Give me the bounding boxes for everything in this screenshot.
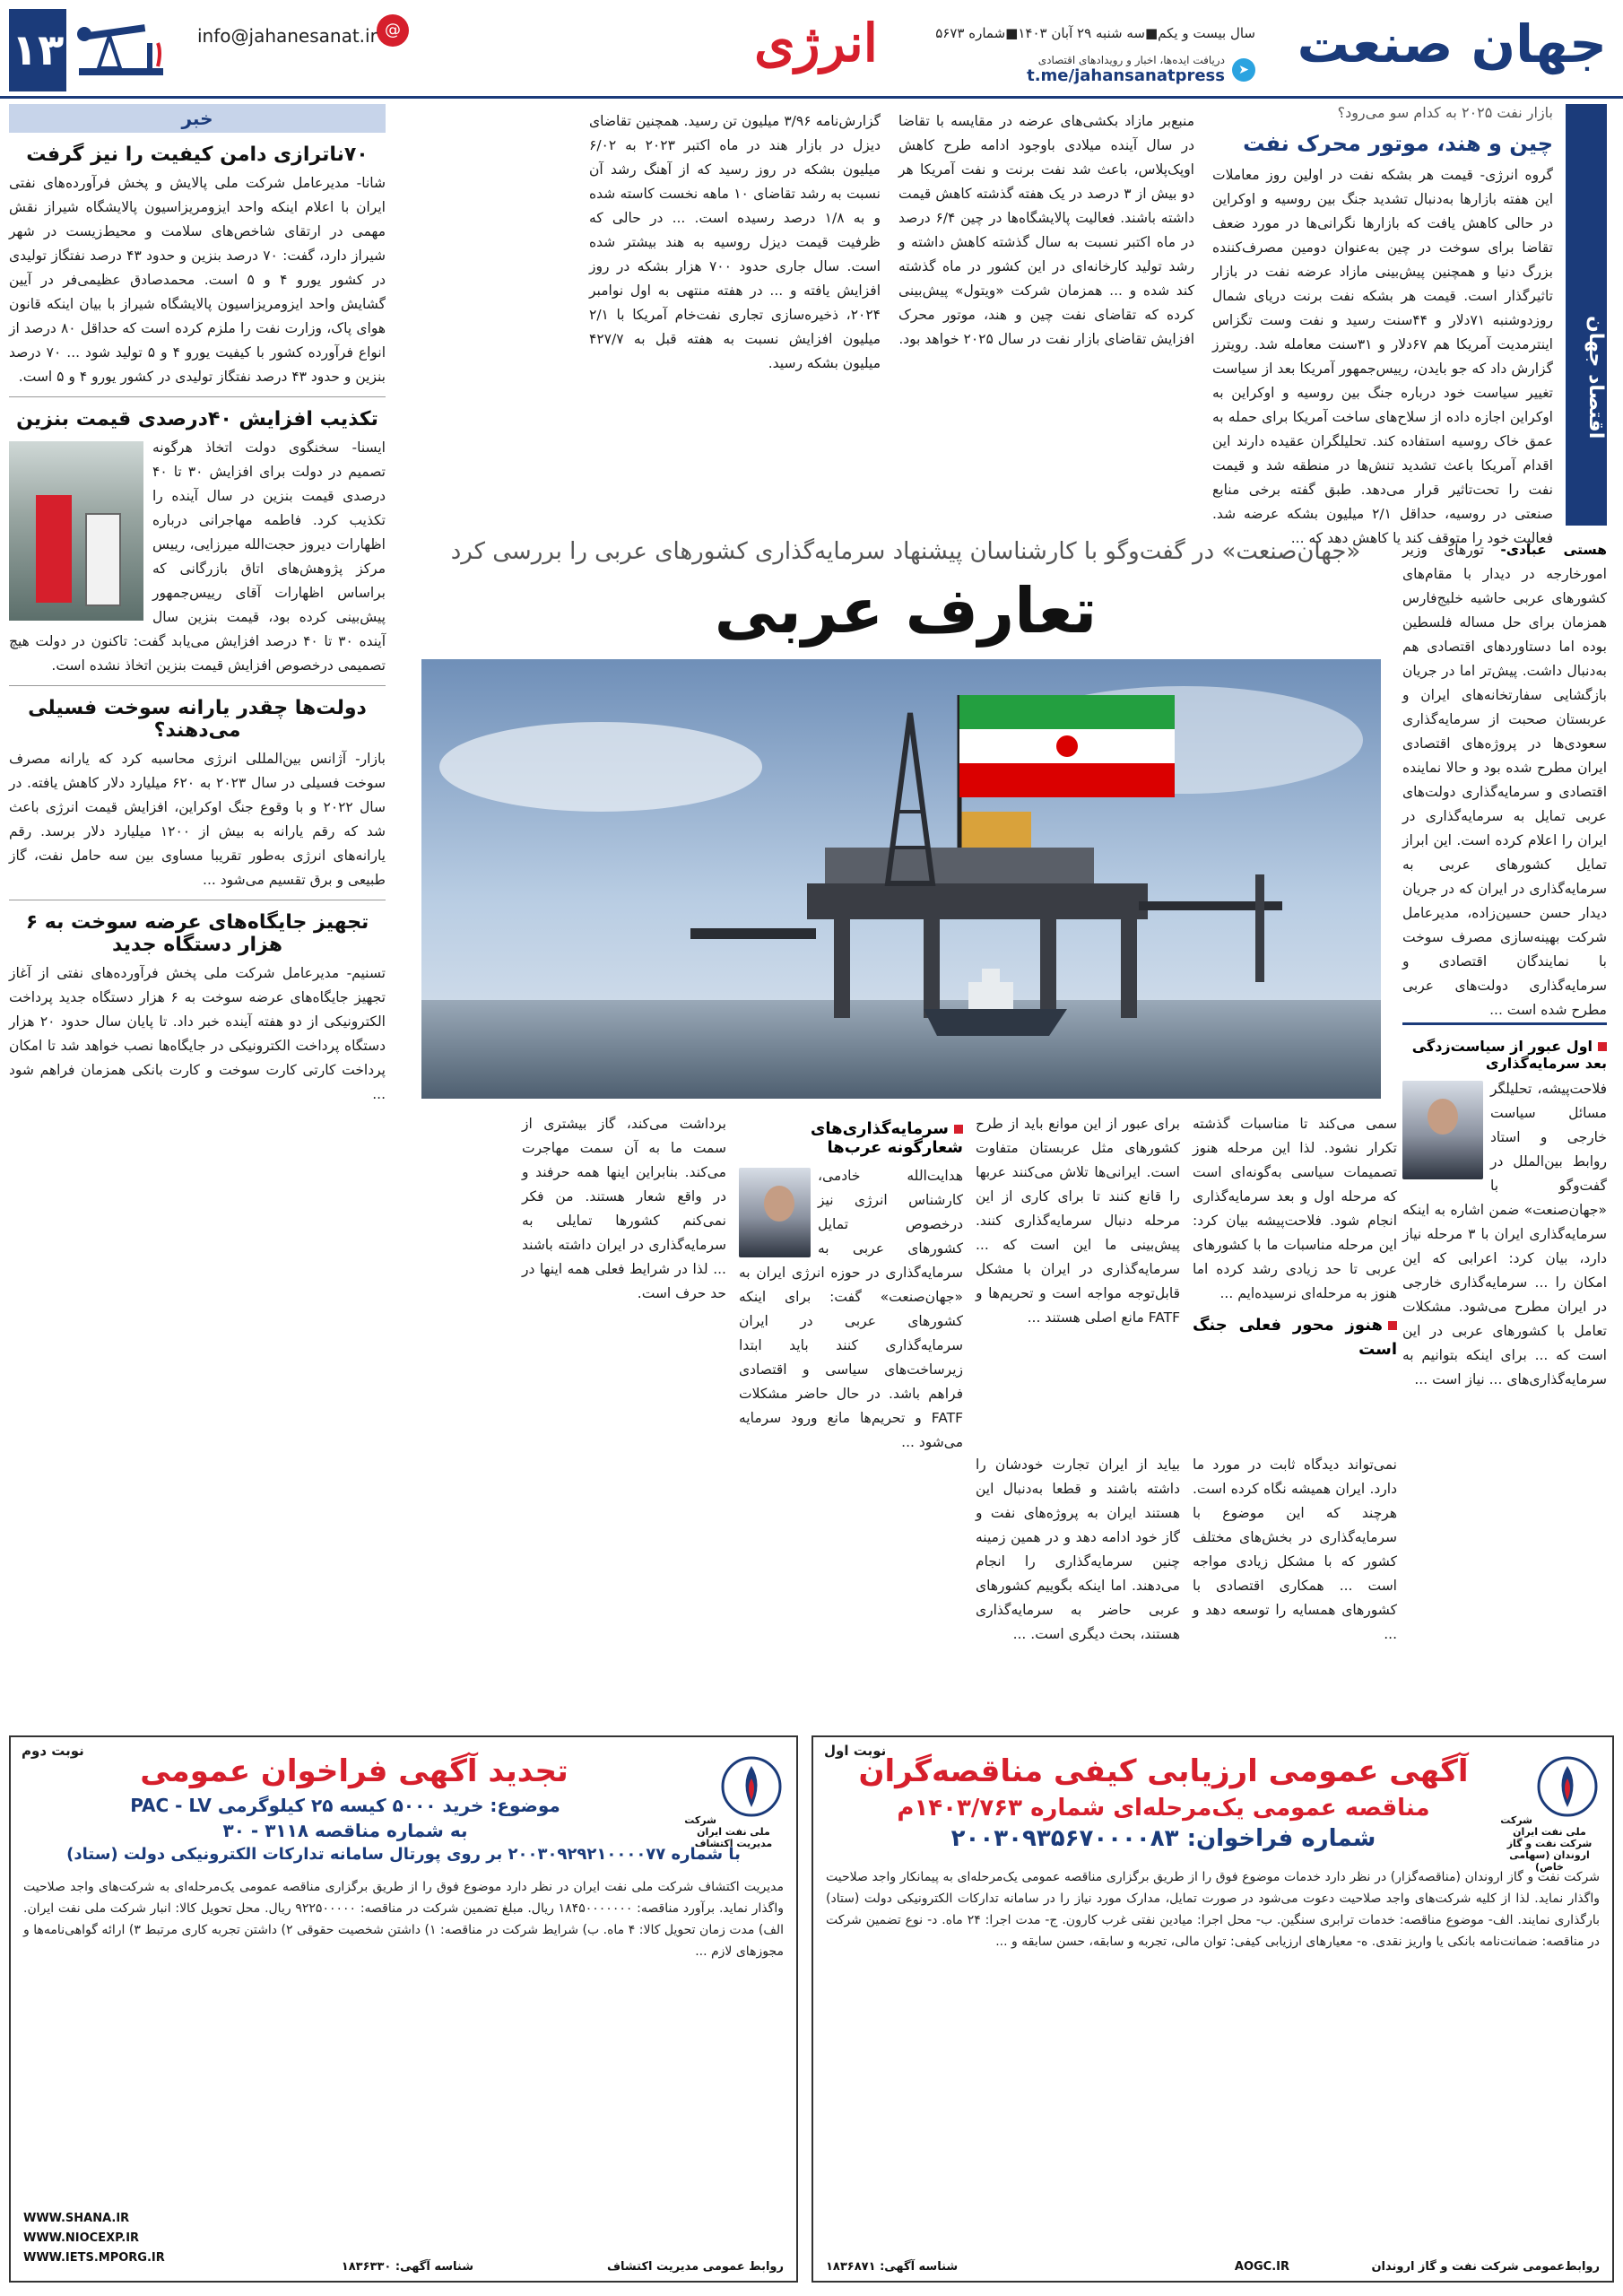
- ad-body: مدیریت اکتشاف شرکت ملی نفت ایران در نظر دارد موضوع فوق را از طریق برگزاری مناقصه عمومی یک‌مرحله‌ای به شرکت‌های واجد صلاحیت واگذار نماید. برآورد مناقصه: ۱۸۴۵۰۰۰۰۰۰۰ ریال. مبلغ تضمین شرکت در مناقصه: ۹۲۲۵۰۰۰۰۰ ریال. محل تحویل کالا: انبار شرکت ملی نفت ایران. الف) مدت زمان تحویل کالا: ۴ ماه. ب) شرایط شرکت در مناقصه: ۱) داشتن شخصیت حقوقی ۲) داشتن تجربه کاری مرتبط ۳) ارائه گواهی‌نامه‌ها و مجوزهای لازم ...: [23, 1880, 785, 1959]
- ad-round-label: نوبت اول: [824, 1743, 887, 1759]
- subsection-text: فلاحت‌پیشه، تحلیلگر مسائل سیاست خارجی و استاد روابط بین‌الملل در گفت‌وگو با «جهان‌صنعت» ضمن اشاره به اینکه سرمایه‌گذاری ایران با ۳ مرحله نیاز دارد، بیان کرد: اعرابی که این امکان را ... سرمایه‌گذاری خارجی در ایران مطرح می‌شود. مشکلات تعامل با کشورهای عربی در این است که ... برای اینکه بتوانیم به سرمایه‌گذاری‌های ... نیاز است ...: [1402, 1081, 1607, 1387]
- ad-title: آگهی عمومی ارزیابی کیفی مناقصه‌گران: [858, 1753, 1469, 1789]
- logo-text: جهان صنعت: [1297, 13, 1607, 74]
- ad-company-logo: [680, 1755, 787, 1849]
- ad-code: شماره فراخوان: ۲۰۰۳۰۹۳۵۶۷۰۰۰۰۸۳: [950, 1825, 1376, 1852]
- issue-line: سال بیست و یکم■سه شنبه ۲۹ آبان ۱۴۰۳■شماره ۵۶۷۳: [935, 25, 1255, 41]
- brief-4-title[interactable]: تجهیز جایگاه‌های عرضه سوخت به ۶ هزار دستگاه جدید: [25, 911, 369, 956]
- brief-4-text: تسنیم- مدیرعامل شرکت ملی پخش فرآورده‌های نفتی از آغاز تجهیز جایگاه‌های عرضه سوخت به ۶ هزار دستگاه جدید پرداخت الکترونیکی از دو هفته آینده خبر داد. تا پایان سال حدود ۲۰ هزار دستگاه پرداخت الکترونیکی در جایگاه‌ها نصب خواهد شد تا امکان پرداخت کارتی کارت سوخت و کارت بانکی همزمان فراهم شود ...: [9, 965, 386, 1102]
- ad-company-logo: [1496, 1755, 1603, 1873]
- telegram-link[interactable]: [1027, 54, 1255, 85]
- headline-title[interactable]: تعارف عربی: [714, 574, 1098, 648]
- ad-subject: موضوع: خرید ۵۰۰۰ کیسه ۲۵ کیلوگرمی PAC - LV: [130, 1795, 560, 1816]
- subsection-title-right: سرمایه‌گذاری‌های شعارگونه عرب‌ها: [810, 1119, 963, 1157]
- main-story-lead: تورهای وزیر امورخارجه در دیدار با مقام‌های کشورهای عربی حاشیه خلیج‌فارس همزمان برای حل مساله فلسطین بوده اما دستاوردهای اقتصادی هم به‌دنبال داشت. پیش‌تر اما در جریان بازگشایی سفارتخانه‌های ایران و عربستان صحبت از سرمایه‌گذاری سعودی‌ها در پروژه‌های اقتصادی ایران مطرح شده بود و حالا نماینده اقتصادی و سرمایه‌گذاری دولت‌های عربی تمایل به سرمایه‌گذاری در ایران را اعلام کرده است. این ابراز تمایل کشورهای عربی به سرمایه‌گذاری در ایران که در جریان دیدار حسن حسین‌زاده، مدیرعامل شرکت بهینه‌سازی مصرف سوخت با نمایندگان اقتصادی و سرمایه‌گذاری دولت‌های عربی مطرح شده است ...: [1402, 542, 1607, 1018]
- lower-column-a: بیاید از ایران تجارت خودشان را داشته باشند و قطعا به‌دنبال این هستند ایران به پروژه‌های نفت و گاز خود ادامه دهد و در همین زمینه چنین سرمایه‌گذاری را انجام می‌دهند. اما اینکه بگوییم کشورهای عربی حاضر به سرمایه‌گذاری هستند، بحث دیگری است. ...: [976, 1457, 1180, 1642]
- ad-company-name: شرکت ملی نفت ایران شرکت نفت و گاز اروندان (سهامی خاص): [1500, 1814, 1593, 1873]
- ad-company-name: شرکت ملی نفت ایران مدیریت اکتشاف: [684, 1814, 773, 1849]
- ad-subtitle: مناقصه عمومی یک‌مرحله‌ای شماره ۱۴۰۳/۷۶۳م: [897, 1795, 1430, 1822]
- subsection-first: [1402, 1022, 1607, 1392]
- newspaper-logo[interactable]: [1284, 13, 1607, 84]
- masthead: [0, 0, 1623, 99]
- lower-column-b: برای عبور از این موانع باید از طرح کشورهای مثل عربستان متفاوت است. ایرانی‌ها تلاش می‌کنند عربها را قانع کنند تا برای کاری از این مرحله دنبال سرمایه‌گذاری کنند. پیش‌بینی ما این است که ... سرمایه‌گذاری در ایران با مشکل قابل‌توجه مواجه است و تحریم‌ها و FATF مانع اصلی هستند ...: [976, 1116, 1180, 1326]
- top-story-column-1: گروه انرژی- قیمت هر بشکه نفت در اولین روز معاملات این هفته بازارها به‌دنبال تشدید جنگ بین روسیه و اوکراین در حالی کاهش یافت که بازارها نگرانی‌ها در مورد ضعف تقاضا برای سوخت در چین به‌عنوان دومین مصرف‌کننده بزرگ دنیا و همچنین پیش‌بینی مازاد عرضه نفت در بازار تاثیرگذار است. قیمت هر بشکه نفت برنت دریای شمال روزدوشنبه ۷۱دلار و ۴۴سنت رسید و نفت وست تگزاس اینترمدیت آمریکا هم ۶۷دلار و ۳۱سنت معامله شد. رویترز گزارش داد که جو بایدن، رییس‌جمهور آمریکا بعد از سیاست تغییر سیاست خود درباره جنگ بین روسیه و اوکراین به اوکراین اجازه داده از سلاح‌های ساخت آمریکا برای حمله به عمق خاک روسیه استفاده کند. تحلیلگران عقیده دارند این اقدام آمریکا باعث تشدید تنش‌ها در منطقه شد و قیمت نفت را تحت‌تاثیر قرار می‌دهد. طبق گفته برخی منابع صنعتی در روسیه، حداقل ۲/۱ میلیون بشکه عرضه شد. فعالیت خود را متوقف کند یا کاهش دهد که ...: [1212, 167, 1553, 546]
- top-story-title[interactable]: چین و هند، موتور محرک نفت: [1243, 131, 1553, 156]
- expert-photo: [739, 1168, 811, 1257]
- telegram-note: دریافت ایده‌ها، اخبار و رویدادهای اقتصادی: [1037, 54, 1225, 66]
- email-address[interactable]: info@jahanesanat.ir: [197, 25, 378, 47]
- lower-column-f: برداشت می‌کند، گاز بیشتری از سمت ما به آن سمت مهاجرت می‌کند. بنابراین اینها همه حرفند و در واقع شعار هستند. من فکر نمی‌کنم کشورها تمایلی به سرمایه‌گذاری در ایران داشته باشند ... لذا در شرایط فعلی همه اینها در حد حرف است.: [522, 1116, 726, 1301]
- oil-pump-icon: [72, 16, 170, 79]
- brief-3-title[interactable]: دولت‌ها چقدر یارانه سوخت فسیلی می‌دهند؟: [28, 697, 367, 742]
- lower-column-e-text: هدایت‌الله خادمی، کارشناس انرژی نیز درخصوص تمایل کشورهای عربی به سرمایه‌گذاری در حوزه انرژی ایران به «جهان‌صنعت» گفت: برای اینکه کشورهای عربی در ایران سرمایه‌گذاری کنند باید ابتدا زیرساخت‌های سیاسی و اقتصادی فراهم باشد. در حال حاضر مشکلات FATF و تحریم‌ها مانع ورود سرمایه می‌شود ...: [739, 1168, 963, 1450]
- brief-2-title[interactable]: تکذیب افزایش ۴۰درصدی قیمت بنزین: [16, 408, 378, 430]
- nioc-logo-icon: [720, 1755, 783, 1818]
- offshore-platform-photo: [421, 659, 1381, 1099]
- ad-tender-number: به شماره مناقصه ۳۱۱۸ - ۳۰: [222, 1820, 468, 1841]
- vertical-section-tag: اقتصاد جهان: [1566, 104, 1607, 526]
- ad-footer: روابط‌عمومی شرکت نفت و گاز اروندان: [1371, 2260, 1600, 2274]
- news-briefs-column: [9, 104, 386, 1107]
- ad-portal-number: با شماره ۲۰۰۳۰۹۲۹۲۱۰۰۰۰۷۷ بر روی پورتال سامانه تدارکات الکترونیکی دولت (ستاد): [66, 1845, 741, 1864]
- brief-2-text: ایسنا- سخنگوی دولت اتخاذ هرگونه تصمیم در دولت برای افزایش ۳۰ تا ۴۰ درصدی قیمت بنزین در سال آینده را تکذیب کرد. فاطمه مهاجرانی درباره اظهارات دیروز حجت‌الله میرزایی، رییس مرکز پژوهش‌های اتاق بازرگانی که براساس اظهارات آقای رییس‌جمهور پیش‌بینی کرده بود، قیمت بنزین سال آینده ۳۰ تا ۴۰ درصد افزایش می‌یابد گفت: تاکنون در دولت هیچ تصمیمی درخصوص افزایش قیمت بنزین اتخاذ نشده است.: [9, 439, 386, 674]
- ad-footer: روابط عمومی مدیریت اکتشاف: [606, 2260, 784, 2274]
- fuel-pump-photo: [9, 441, 143, 621]
- telegram-url[interactable]: t.me/jahansanatpress: [1027, 66, 1225, 85]
- email-icon: @: [377, 14, 409, 47]
- headline-kicker: «جهان‌صنعت» در گفت‌وگو با کارشناسان پیشنهاد سرمایه‌گذاری کشورهای عربی را بررسی کرد: [450, 538, 1361, 565]
- brief-1-title[interactable]: ۷۰ناترازی دامن کیفیت را نیز گرفت: [26, 144, 369, 166]
- ad-round-label: نوبت دوم: [22, 1743, 84, 1759]
- bullet-square-icon: [954, 1125, 963, 1134]
- ad-website[interactable]: AOGC.IR: [1234, 2260, 1289, 2274]
- top-story-kicker: بازار نفت ۲۰۲۵ به کدام سو می‌رود؟: [1337, 104, 1553, 121]
- page-number: ۱۳: [9, 9, 66, 91]
- author-byline: هستی عبادی-: [1500, 542, 1607, 558]
- section-title: انرژی: [754, 13, 878, 74]
- brief-3-text: بازار- آژانس بین‌المللی انرژی محاسبه کرد که یارانه مصرف سوخت فسیلی در سال ۲۰۲۳ به ۶۲۰ میلیارد دلار کاهش یافته. در سال ۲۰۲۲ و با وقوع جنگ اوکراین، افزایش قیمت انرژی باعث شد که رقم یارانه به بیش از ۱۲۰۰ میلیارد دلار برسد. رقم یارانه‌های انرژی به‌طور تقریبا مساوی بین سه حامل نفت، گاز طبیعی و برق تقسیم می‌شود ...: [9, 751, 386, 888]
- ad-website-1[interactable]: WWW.SHANA.IR: [23, 2212, 130, 2225]
- tender-ad-arvandan: [812, 1735, 1614, 2283]
- lower-column-c-text: سمی می‌کند تا مناسبات گذشته تکرار نشود. لذا این مرحله هنوز تصمیمات سیاسی به‌گونه‌ای است که مرحله اول و بعد سرمایه‌گذاری انجام شود. فلاحت‌پیشه بیان کرد: این مرحله مناسبات ما با کشورهای عربی تا حد زیادی رشد کرده اما هنوز به مرحله‌ای نرسیده‌ایم ...: [1193, 1116, 1397, 1301]
- ad-website-2[interactable]: WWW.NIOCEXP.IR: [23, 2231, 140, 2245]
- divider: [9, 685, 386, 686]
- ad-title: تجدید آگهی فراخوان عمومی: [140, 1753, 568, 1789]
- telegram-icon: ➤: [1232, 58, 1255, 82]
- news-column-header: خبر: [9, 104, 386, 133]
- nioc-logo-icon: [1536, 1755, 1599, 1818]
- interviewee-photo: [1402, 1081, 1483, 1179]
- ad-id: شناسه آگهی: ۱۸۳۶۳۳۰: [341, 2260, 473, 2274]
- bullet-square-icon: [1388, 1321, 1397, 1330]
- lower-column-c: [1193, 1112, 1397, 1369]
- tender-ad-exploration: [9, 1735, 798, 2283]
- bullet-square-icon: [1598, 1042, 1607, 1051]
- top-story: [585, 104, 1607, 546]
- ad-website-3[interactable]: WWW.IETS.MPORG.IR: [23, 2251, 165, 2265]
- ad-id: شناسه آگهی: ۱۸۳۶۸۷۱: [826, 2260, 959, 2274]
- lower-column-e: [739, 1112, 963, 1455]
- divider: [9, 396, 386, 397]
- top-story-column-2: منبع‌بر مازاد بکشی‌های عرضه در مقایسه با تقاضا در سال آینده میلادی باوجود ادامه طرح کاهش اوپک‌پلاس، باعث شد نفت برنت و نفت آمریکا هر دو بیش از ۳ درصد در یک هفته گذشته کاهش قیمت داشته باشند. فعالیت پالایشگاه‌ها در چین ۶/۴ درصد در ماه اکتبر نسبت به سال گذشته کاهش داشته و رشد تولید کارخانه‌ای در این کشور در ماه گذشته کند شده و ... همزمان شرکت «ویتول» پیش‌بینی کرده که تقاضای نفت چین و هند، موتور محرک افزایش تقاضای بازار نفت در سال ۲۰۲۵ خواهد بود.: [898, 113, 1194, 347]
- brief-1-text: شانا- مدیرعامل شرکت ملی پالایش و پخش فرآورده‌های نفتی ایران با اعلام اینکه واحد ایزومریزاسیون پالایشگاه شیراز نقش مهمی در ارتقای شاخص‌های سلامت و محیط‌زیست در شهر شیراز دارد، گفت: ۷۰ درصد بنزین و حدود ۴۳ درصد نفتگاز تولیدی در کشور یورو ۴ و ۵ است. محمدصادق عظیمی‌فر در آیین گشایش واحد ایزومریزاسیون پالایشگاه شیراز با بیان اینکه قانون هوای پاک، وزارت نفت را ملزم کرده است که حداقل ۸۰ درصد از انواع فرآورده کشور با کیفیت یورو ۴ و ۵ تولید شود ... ۷۰ درصد بنزین و حدود ۴۳ درصد نفتگاز تولیدی در کشور یورو ۴ و ۵ است.: [9, 175, 386, 385]
- ad-body: شرکت نفت و گاز اروندان (مناقصه‌گزار) در نظر دارد خدمات موضوع فوق را از طریق برگزاری مناقصه عمومی یک‌مرحله‌ای به پیمانکار واجد صلاحیت واگذار نماید. لذا از کلیه شرکت‌های واجد صلاحیت دعوت می‌شود در صورت تمایل، مدارک مورد نیاز را در سامانه تدارکات الکترونیکی دولت (ستاد) بارگذاری نمایند. الف- موضوع مناقصه: خدمات ترابری سنگین. ب- محل اجرا: میادین نفتی غرب کارون. ج- مدت اجرا: ۲۴ ماه. د- نوع تضمین شرکت در مناقصه: ضمانت‌نامه بانکی یا واریز نقدی. ه- معیارهای ارزیابی کیفی: توان مالی، تجربه و سابقه، حسن سابقه و ...: [826, 1870, 1601, 1949]
- top-story-column-3: گزارش‌نامه ۳/۹۶ میلیون تن رسید. همچنین تقاضای دیزل در بازار هند در ماه اکتبر ۲۰۲۳ به ۶/۰۲ میلیون بشکه در روز رسید که از آهنگ رشد آن نسبت به رشد تقاضای ۱۰ ماهه نخست کاسته شده و به ۱/۸ درصد رسیده است. ... در حالی که ظرفیت قیمت دیزل روسیه به هند بیشتر شده است. سال جاری حدود ۷۰۰ هزار بشکه در روز افزایش یافته و ... در هفته منتهی به اول نوامبر ۲۰۲۴، ذخیره‌سازی تجاری نفت‌خام آمریکا با ۲/۱ میلیون افزایش نسبت به هفته قبل به ۴۲۷/۷ میلیون بشکه رسید.: [589, 113, 881, 371]
- subsection-title-mid: هنوز محور فعلی جنگ است: [1193, 1316, 1397, 1359]
- main-story-right-column: [1402, 538, 1607, 1392]
- subsection-title: اول عبور از سیاست‌زدگی بعد سرمایه‌گذاری: [1411, 1038, 1607, 1072]
- lower-column-d: نمی‌تواند دیدگاه ثابت در مورد ما دارد. ایران همیشه نگاه کرده است. هرچند که این موضوع با سرمایه‌گذاری در بخش‌های مختلف کشور که با مشکل زیادی مواجه است ... همکاری اقتصادی با کشورهای همسایه را توسعه دهد و ...: [1193, 1457, 1397, 1642]
